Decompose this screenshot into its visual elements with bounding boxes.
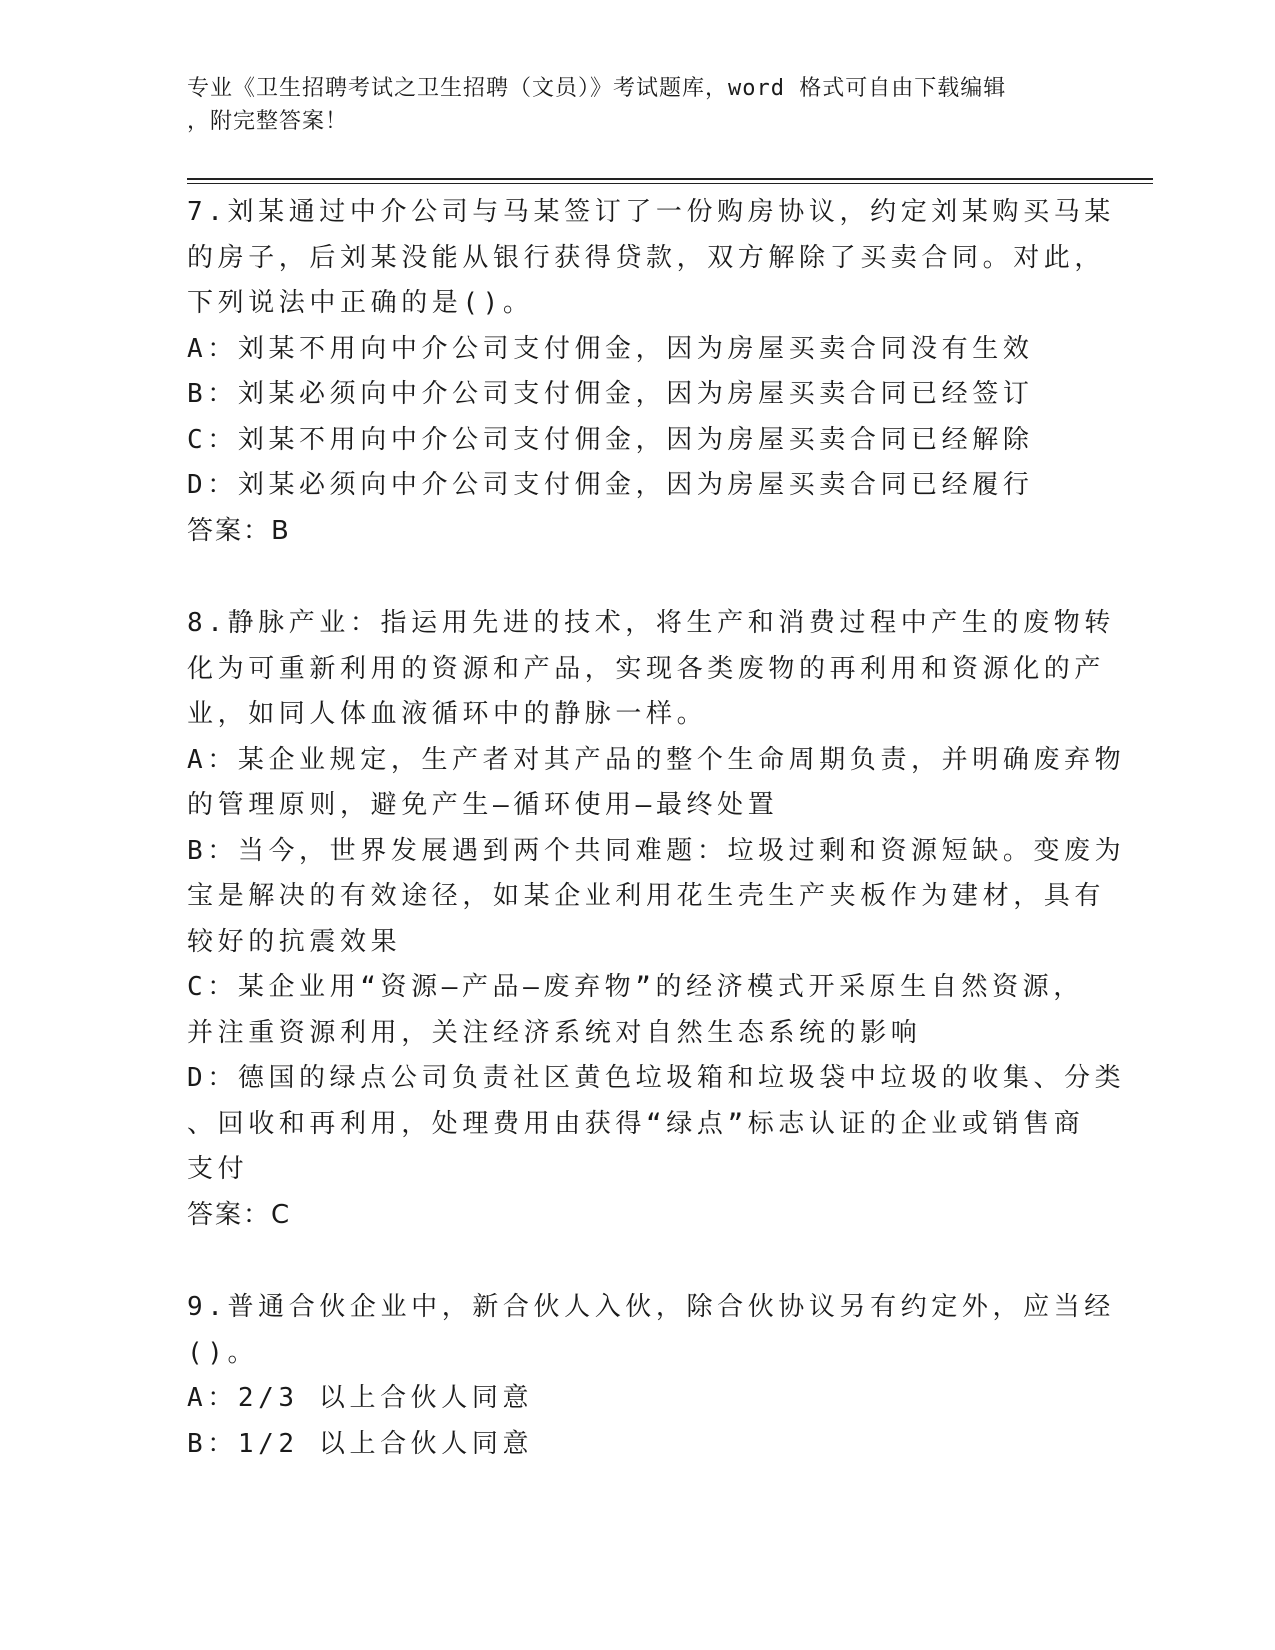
question-stem-line: ()。 [187,1337,259,1368]
option-a: A：2/3 以上合伙人同意 [187,1383,534,1413]
document-header [187,72,1067,138]
option-b-cont: 宝是解决的有效途径，如某企业利用花生壳生产夹板作为建材，具有 [187,881,1106,911]
option-b: B：当今，世界发展遇到两个共同难题：垃圾过剩和资源短缺。变废为 [187,835,1126,866]
header-line-1: 专业《卫生招聘考试之卫生招聘（文员）》考试题库，word 格式可自由下载编辑 [187,76,1007,101]
question-stem-line: 7.刘某通过中介公司与马某签订了一份购房协议，约定刘某购买马某 [187,197,1115,227]
question-stem-line: 业，如同人体血液循环中的静脉一样。 [187,699,708,729]
question-stem-line: 下列说法中正确的是()。 [187,288,534,318]
option-d: D：德国的绿点公司负责社区黄色垃圾箱和垃圾袋中垃圾的收集、分类 [187,1063,1126,1093]
option-a: A：刘某不用向中介公司支付佣金，因为房屋买卖合同没有生效 [187,333,1034,364]
option-a-cont: 的管理原则，避免产生—循环使用—最终处置 [187,790,779,820]
option-c: C：刘某不用向中介公司支付佣金，因为房屋买卖合同已经解除 [187,424,1034,455]
option-b: B：刘某必须向中介公司支付佣金，因为房屋买卖合同已经签订 [187,379,1034,409]
option-d-cont: 、回收和再利用，处理费用由获得“绿点”标志认证的企业或销售商 [187,1108,1085,1139]
option-d: D：刘某必须向中介公司支付佣金，因为房屋买卖合同已经履行 [187,470,1034,500]
answer-label: 答案：C [187,1199,292,1230]
question-list [187,190,1126,1514]
header-rule-thin [187,183,1153,184]
question-stem-line: 化为可重新利用的资源和产品，实现各类废物的再利用和资源化的产 [187,653,1106,684]
option-b: B：1/2 以上合伙人同意 [187,1428,534,1459]
question-7 [187,190,1115,554]
option-c-cont: 并注重资源利用，关注经济系统对自然生态系统的影响 [187,1017,922,1048]
header-rule-thick [187,178,1153,180]
option-c: C：某企业用“资源—产品—废弃物”的经济模式开采原生自然资源， [187,972,1084,1002]
question-9 [187,1285,1115,1467]
option-a: A：某企业规定，生产者对其产品的整个生命周期负责，并明确废弃物 [187,744,1126,775]
option-d-cont: 支付 [187,1154,249,1184]
question-8 [187,601,1126,1238]
question-stem-line: 8.静脉产业：指运用先进的技术，将生产和消费过程中产生的废物转 [187,608,1115,638]
answer-label: 答案：B [187,515,291,546]
option-b-cont: 较好的抗震效果 [187,926,402,957]
question-stem-line: 9.普通合伙企业中，新合伙人入伙，除合伙协议另有约定外，应当经 [187,1292,1115,1322]
header-line-2: ，附完整答案！ [187,109,349,134]
question-stem-line: 的房子，后刘某没能从银行获得贷款，双方解除了买卖合同。对此， [187,242,1106,273]
